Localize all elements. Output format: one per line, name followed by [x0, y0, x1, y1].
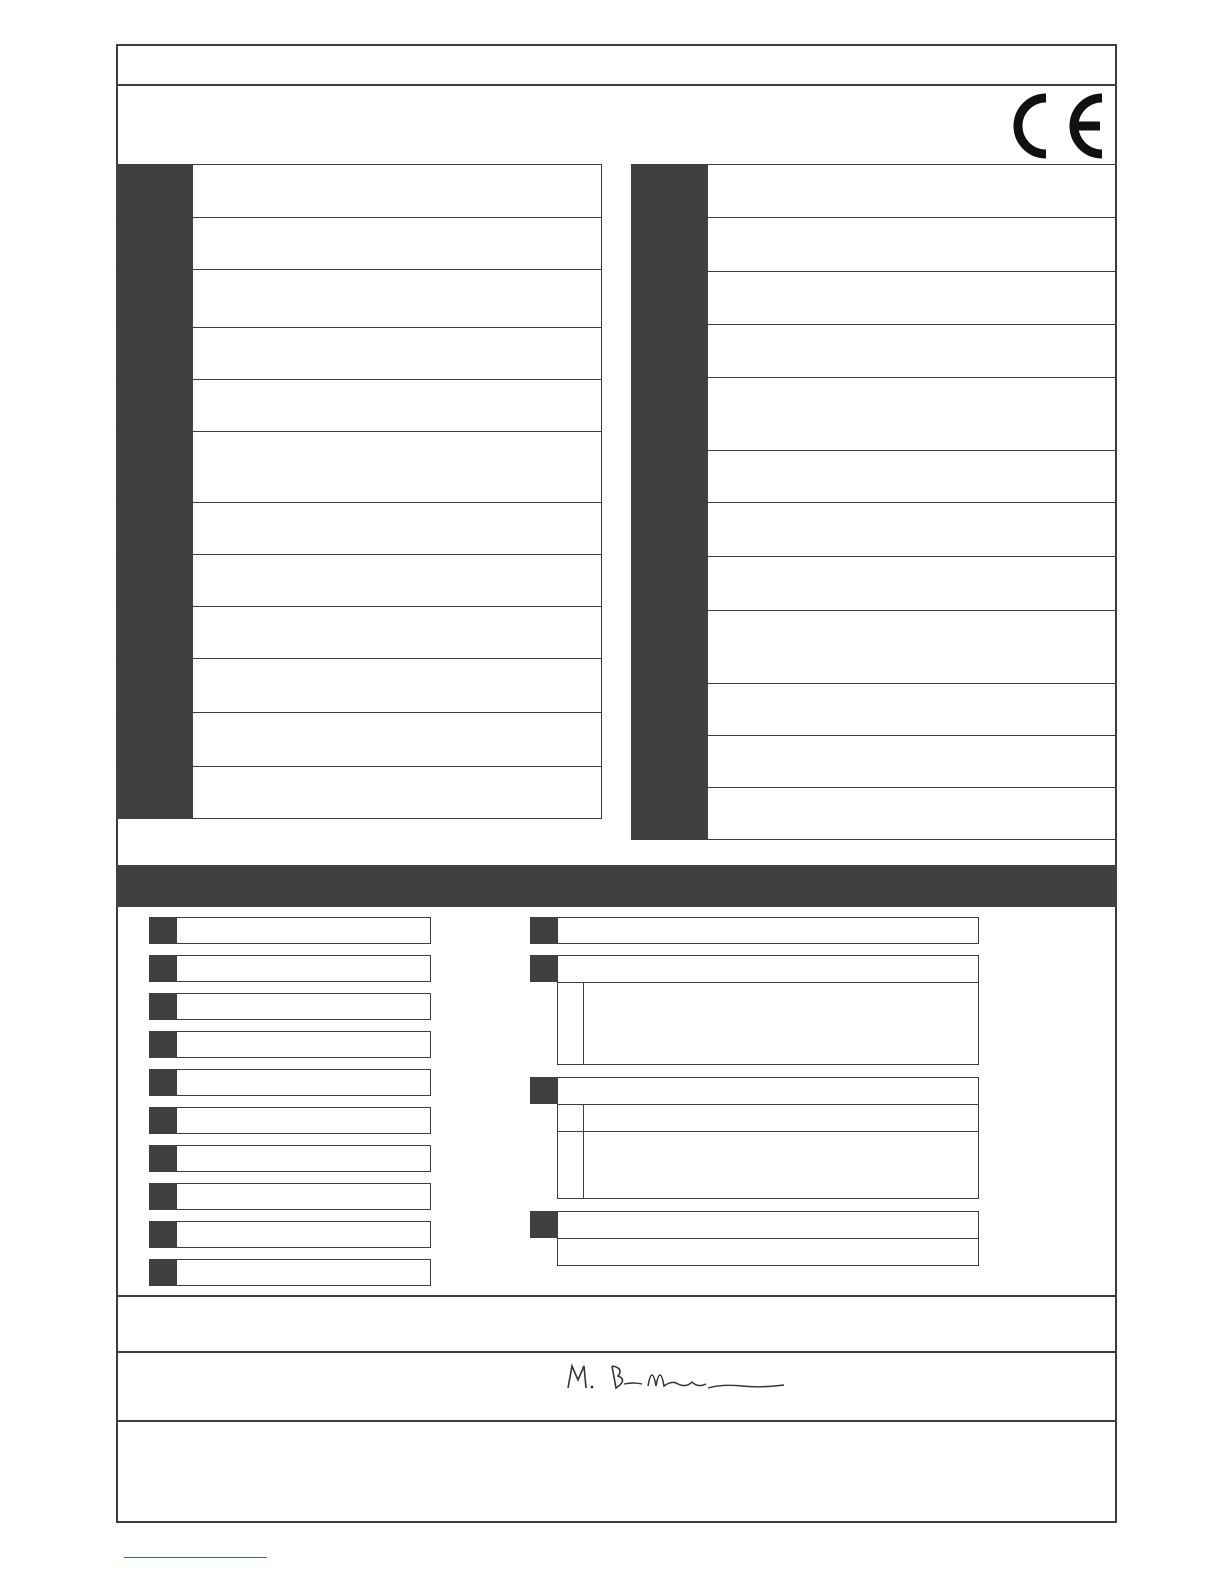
sub-row-index-column	[558, 1105, 584, 1131]
row-divider	[631, 271, 1117, 272]
signature	[562, 1358, 792, 1398]
section-divider	[116, 1420, 1117, 1422]
section-banner	[116, 865, 1117, 907]
field-marker	[149, 1259, 176, 1286]
row-divider	[631, 735, 1117, 736]
wide-field-sub-row[interactable]	[557, 1104, 979, 1132]
row-divider	[116, 327, 602, 328]
signature-drawing	[562, 1358, 792, 1398]
ce-mark	[1008, 90, 1108, 162]
small-field[interactable]	[176, 1069, 431, 1096]
right-field-column	[631, 164, 1117, 840]
row-divider	[116, 217, 602, 218]
row-divider	[631, 787, 1117, 788]
field-marker	[149, 1031, 176, 1058]
row-divider	[116, 502, 602, 503]
left-field-column	[116, 164, 602, 819]
section-divider	[116, 1295, 1117, 1297]
sub-box-index-column	[558, 983, 584, 1064]
field-marker	[149, 1145, 176, 1172]
small-field[interactable]	[176, 955, 431, 982]
small-field[interactable]	[176, 917, 431, 944]
row-divider	[631, 502, 1117, 503]
field-marker	[149, 993, 176, 1020]
row-divider	[116, 766, 602, 767]
wide-field-sub-box[interactable]	[557, 1131, 979, 1199]
row-divider	[631, 377, 1117, 378]
row-divider	[631, 610, 1117, 611]
row-divider	[631, 324, 1117, 325]
wide-field[interactable]	[557, 1211, 979, 1239]
wide-field[interactable]	[557, 1077, 979, 1105]
wide-field-sub-row[interactable]	[557, 1238, 979, 1266]
field-marker	[149, 1183, 176, 1210]
wide-field-sub-box[interactable]	[557, 982, 979, 1065]
field-marker	[149, 1069, 176, 1096]
field-marker	[530, 1211, 557, 1238]
left-label-column	[116, 164, 193, 819]
small-field[interactable]	[176, 1221, 431, 1248]
row-divider	[631, 683, 1117, 684]
row-divider	[116, 379, 602, 380]
small-field[interactable]	[176, 1107, 431, 1134]
wide-field[interactable]	[557, 917, 979, 944]
ce-mark-icon	[1008, 90, 1108, 162]
small-field[interactable]	[176, 993, 431, 1020]
row-divider	[116, 712, 602, 713]
field-marker	[530, 1077, 557, 1104]
field-marker	[149, 1221, 176, 1248]
row-divider	[631, 450, 1117, 451]
field-marker	[530, 955, 557, 982]
row-divider	[116, 431, 602, 432]
small-field[interactable]	[176, 1259, 431, 1286]
row-divider	[631, 556, 1117, 557]
sub-box-index-column	[558, 1132, 584, 1198]
small-field[interactable]	[176, 1183, 431, 1210]
field-marker	[149, 917, 176, 944]
left-value-column	[192, 164, 602, 819]
small-field[interactable]	[176, 1145, 431, 1172]
field-marker	[530, 917, 557, 944]
wide-field[interactable]	[557, 955, 979, 983]
field-marker	[149, 1107, 176, 1134]
document-title	[130, 52, 1100, 80]
section-divider	[116, 1351, 1117, 1353]
row-divider	[631, 217, 1117, 218]
row-divider	[116, 658, 602, 659]
title-divider	[116, 84, 1117, 86]
row-divider	[116, 606, 602, 607]
field-marker	[149, 955, 176, 982]
row-divider	[116, 269, 602, 270]
row-divider	[116, 554, 602, 555]
footer-link[interactable]	[124, 1540, 267, 1558]
small-field[interactable]	[176, 1031, 431, 1058]
